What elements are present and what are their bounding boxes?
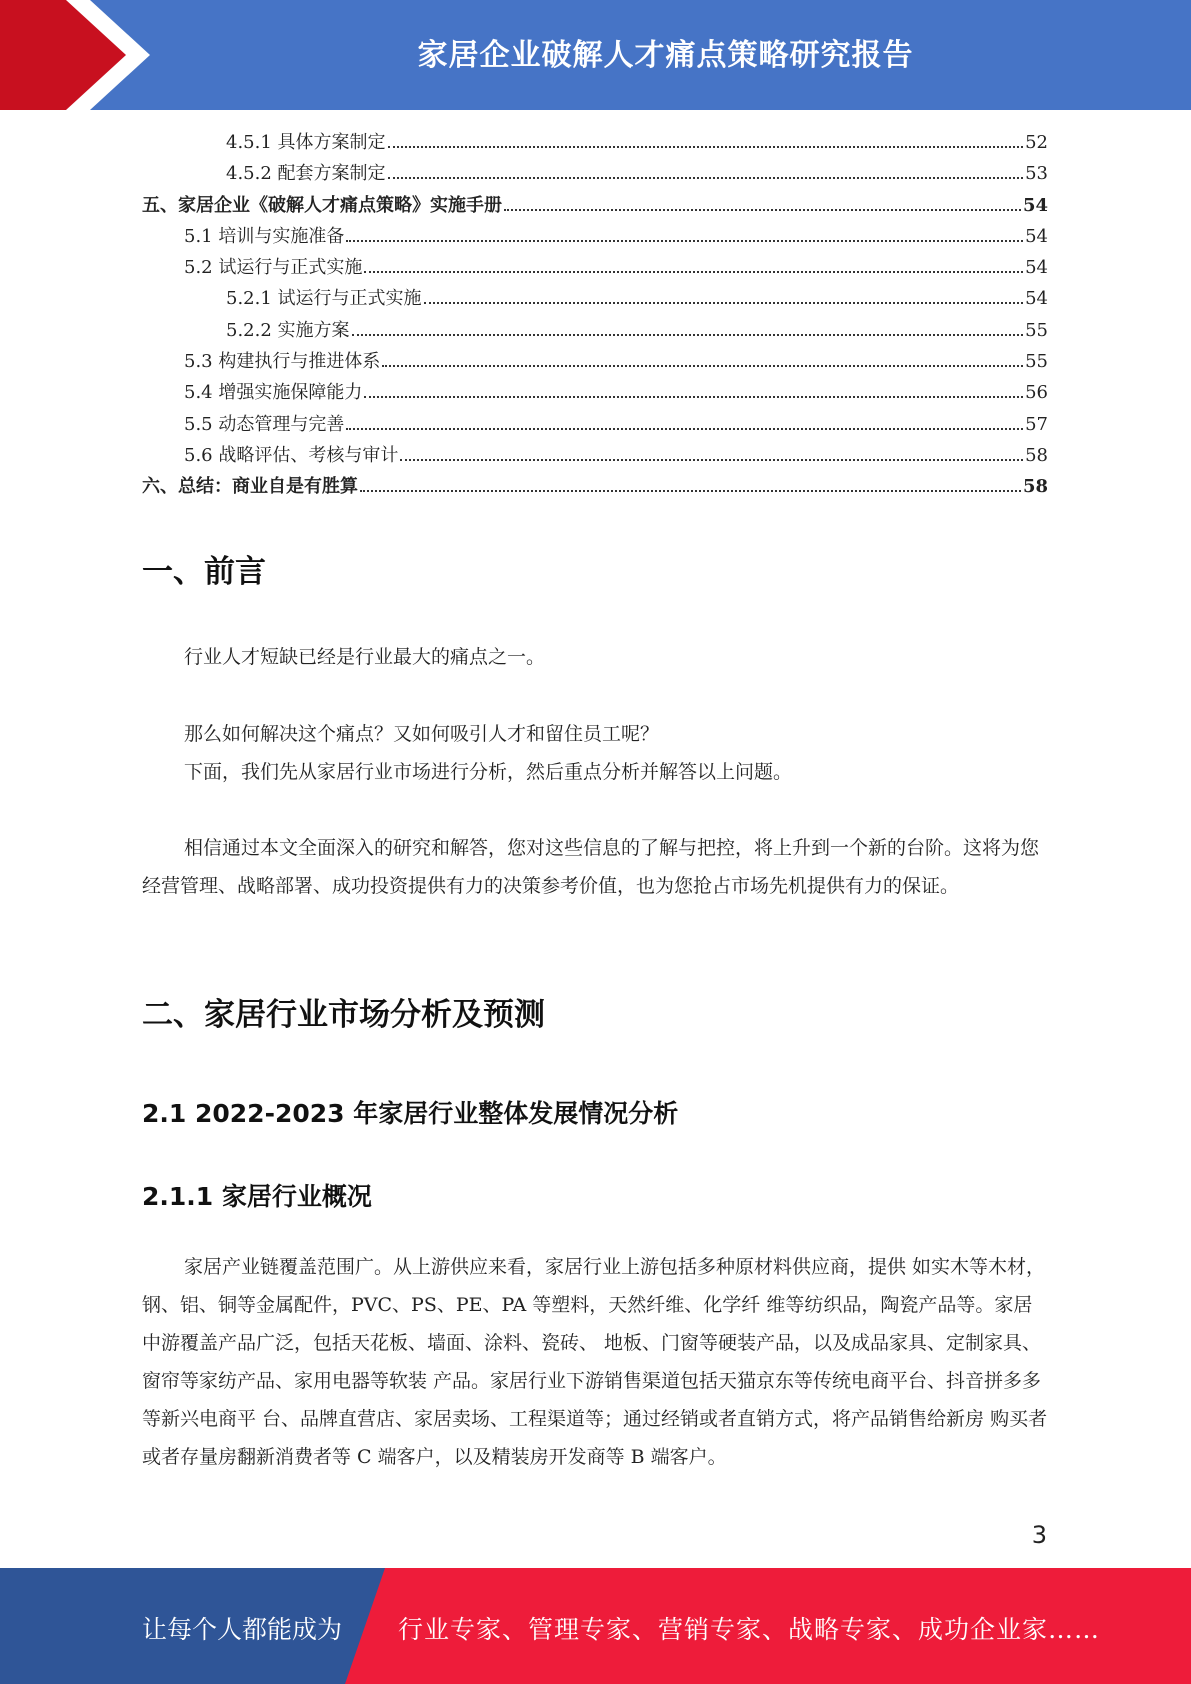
toc-entry-label: 5.2 试运行与正式实施 — [184, 257, 363, 279]
toc-leader-dots — [346, 239, 1023, 242]
toc-entry-page: 54 — [1025, 257, 1048, 279]
toc-entry-label: 5.1 培训与实施准备 — [184, 225, 345, 247]
toc-entry-page: 53 — [1025, 163, 1048, 185]
toc-entry-page: 55 — [1025, 319, 1048, 341]
toc-entry[interactable] — [142, 378, 1048, 409]
toc-entry-label: 5.3 构建执行与推进体系 — [184, 351, 381, 373]
toc-entry-page: 58 — [1022, 476, 1048, 498]
toc-leader-dots — [360, 489, 1021, 492]
toc-entry[interactable] — [142, 410, 1048, 441]
toc-leader-dots — [364, 270, 1023, 273]
toc-entry-label: 4.5.1 具体方案制定 — [226, 132, 386, 153]
toc-entry-label: 5.4 增强实施保障能力 — [184, 382, 363, 404]
footer-slogan-left: 让每个人都能成为 — [142, 1615, 343, 1644]
paragraph: 家居产业链覆盖范围广。从上游供应来看，家居行业上游包括多种原材料供应商，提供 如实木等木材，钢、铝、铜等金属配件，PVC、PS、PE、PA 等塑料，天然纤维、化学纤 维等纺织品，陶瓷产品等。家居中游覆盖产品广泛，包括天花板、墙面、涂料、瓷砖、 地板、门窗等硬装产品，以及成品家具、定制家具、窗帘等家纺产品、家用电器等软装 产品。家居行业下游销售渠道包括天猫京东等传统电商平台、抖音拼多多等新兴电商平 台、品牌直营店、家居卖场、工程渠道等；通过经销或者直销方式，将产品销售给新房 购买者或者存量房翻新消费者等 C 端客户，以及精装房开发商等 B 端客户。 — [142, 1256, 1048, 1468]
toc-entry-label: 5.2.1 试运行与正式实施 — [226, 288, 422, 310]
toc-entry[interactable] — [142, 347, 1048, 378]
toc-entry-label: 5.6 战略评估、考核与审计 — [184, 444, 399, 466]
footer-slogan-right: 行业专家、管理专家、营销专家、战略专家、成功企业家…… — [398, 1615, 1101, 1644]
toc-leader-dots — [400, 458, 1023, 461]
toc-entry[interactable] — [142, 472, 1048, 503]
toc-entry-page: 58 — [1025, 444, 1048, 466]
paragraph: 行业人才短缺已经是行业最大的痛点之一。 — [184, 646, 546, 668]
subsection-heading: 2.1.1 家居行业概况 — [142, 1182, 372, 1211]
toc-entry[interactable] — [142, 316, 1048, 347]
subsection-heading: 2.1 2022-2023 年家居行业整体发展情况分析 — [142, 1099, 679, 1128]
toc-leader-dots — [504, 208, 1021, 211]
table-of-contents — [142, 128, 1048, 504]
toc-leader-dots — [352, 333, 1024, 336]
toc-entry-label: 5.5 动态管理与完善 — [184, 413, 345, 435]
toc-leader-dots — [364, 395, 1023, 398]
toc-entry[interactable] — [142, 441, 1048, 472]
toc-leader-dots — [346, 427, 1023, 430]
toc-entry-page: 55 — [1025, 351, 1048, 373]
toc-entry[interactable] — [142, 253, 1048, 284]
paragraph: 下面，我们先从家居行业市场进行分析，然后重点分析并解答以上问题。 — [184, 761, 793, 783]
report-title: 家居企业破解人才痛点策略研究报告 — [417, 38, 914, 73]
toc-entry-label: 六、总结：商业自是有胜算 — [142, 476, 358, 498]
section-heading-market-analysis: 二、家居行业市场分析及预测 — [142, 997, 545, 1033]
toc-leader-dots — [388, 176, 1024, 179]
toc-leader-dots — [388, 145, 1024, 148]
toc-entry-label: 五、家居企业《破解人才痛点策略》实施手册 — [142, 194, 502, 216]
page-footer — [0, 1568, 1191, 1684]
page-number: 3 — [1031, 1521, 1047, 1549]
toc-entry-label: 5.2.2 实施方案 — [226, 319, 350, 341]
toc-leader-dots — [424, 301, 1024, 304]
page-header — [0, 0, 1191, 110]
toc-entry[interactable] — [142, 222, 1048, 253]
paragraph: 相信通过本文全面深入的研究和解答，您对这些信息的了解与把控，将上升到一个新的台阶。这将为您经营管理、战略部署、成功投资提供有力的决策参考价值，也为您抢占市场先机提供有力的保证。 — [142, 837, 1040, 897]
toc-entry-page: 54 — [1025, 225, 1048, 247]
section-heading-preface: 一、前言 — [142, 554, 266, 590]
toc-entry[interactable] — [142, 128, 1048, 159]
toc-leader-dots — [382, 364, 1023, 367]
toc-entry[interactable] — [142, 191, 1048, 222]
toc-entry-label: 4.5.2 配套方案制定 — [226, 163, 386, 185]
toc-entry[interactable] — [142, 159, 1048, 190]
toc-entry[interactable] — [142, 284, 1048, 315]
paragraph: 那么如何解决这个痛点？又如何吸引人才和留住员工呢？ — [184, 723, 660, 745]
toc-entry-page: 54 — [1022, 194, 1048, 216]
toc-entry-page: 57 — [1025, 413, 1048, 435]
toc-entry-page: 56 — [1025, 382, 1048, 404]
toc-entry-page: 54 — [1025, 288, 1048, 310]
toc-entry-page: 52 — [1025, 132, 1048, 153]
